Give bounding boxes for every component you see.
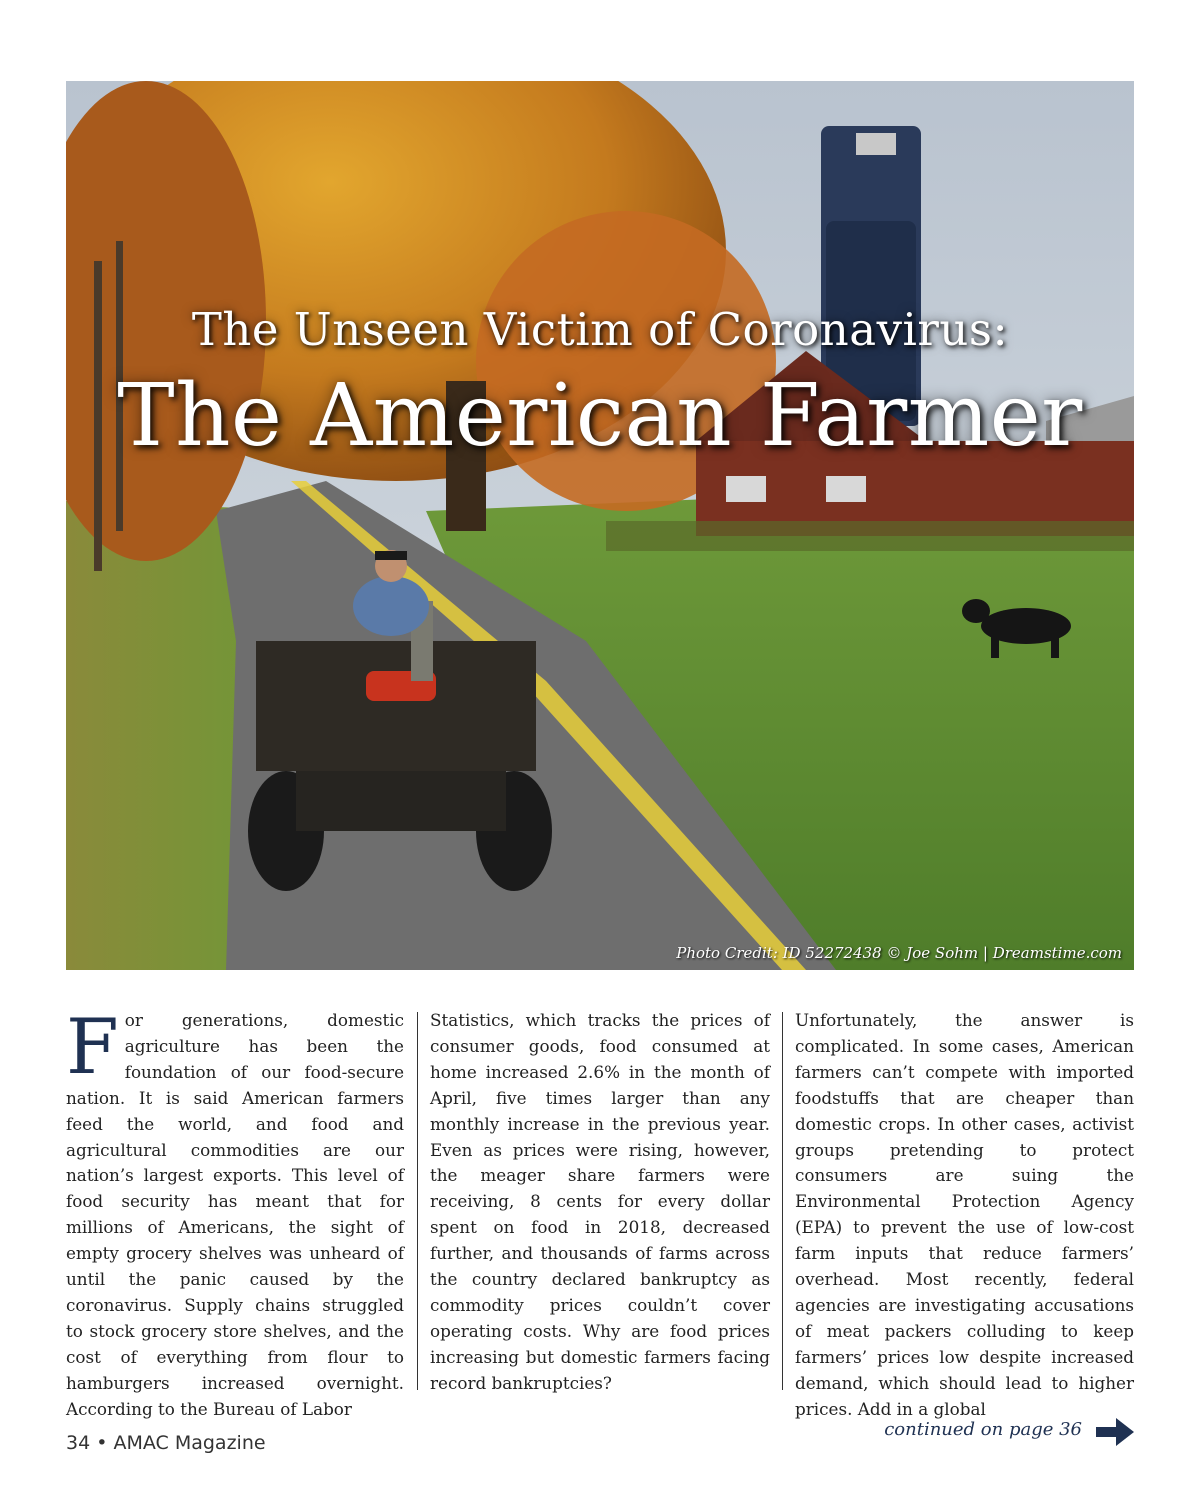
column-3-text: Unfortunately, the answer is complicated. In some cases, American farmers can’t compete with imported foodstuffs that are cheaper than domestic crops. In other cases, activist groups pretending to protect consumers are suing the Environmental Protection Agency (EPA) to prevent the use of low-cost farm inputs that reduce farmers’ overhead. Most recently, federal agencies are investigating accusations of meat packers colluding to keep farmers’ prices low despite increased demand, which should lead to higher prices. Add in a global [795, 1010, 1134, 1419]
arrow-right-icon[interactable] [1094, 1414, 1136, 1450]
article-column-2 [430, 1008, 770, 1392]
drop-cap: F [66, 1002, 119, 1091]
continued-link[interactable]: continued on page 36 [884, 1419, 1082, 1440]
article-body [66, 1002, 1134, 1419]
column-1-text: or generations, domestic agriculture has been the foundation of our food-secure nation. It is said American farmers feed the world, and food and agricultural commodities are our nation’s largest exports. This level of food security has meant that for millions of Americans, the sight of empty grocery shelves was unheard of until the panic caused by the coronavirus. Supply chains struggled to stock grocery store shelves, and the cost of everything from flour to hamburgers increased overnight. According to the Bureau of Labor [66, 1010, 404, 1419]
article-kicker: The Unseen Victim of Coronavirus: [191, 303, 1009, 356]
page-number-label: 34 • AMAC Magazine [66, 1432, 266, 1454]
column-2-text: Statistics, which tracks the prices of consumer goods, food consumed at home increased 2.6% in the month of April, five times larger than any monthly increase in the previous year. Even as prices were rising, however, the meager share farmers were receiving, 8 cents for every dollar spent on food in 2018, decreased further, and thousands of farms across the country declared bankruptcy as commodity prices couldn’t cover operating costs. Why are food prices increasing but domestic farmers facing record bankruptcies? [430, 1010, 770, 1393]
hero-photo [66, 81, 1134, 970]
column-divider [782, 1012, 783, 1390]
photo-credit: Photo Credit: ID 52272438 © Joe Sohm | Dreamstime.com [676, 944, 1122, 962]
article-title: The American Farmer [117, 366, 1083, 466]
column-divider [417, 1012, 418, 1390]
article-column-3 [795, 1008, 1134, 1419]
farm-scene-illustration [66, 81, 1134, 970]
article-column-1 [66, 1002, 404, 1419]
